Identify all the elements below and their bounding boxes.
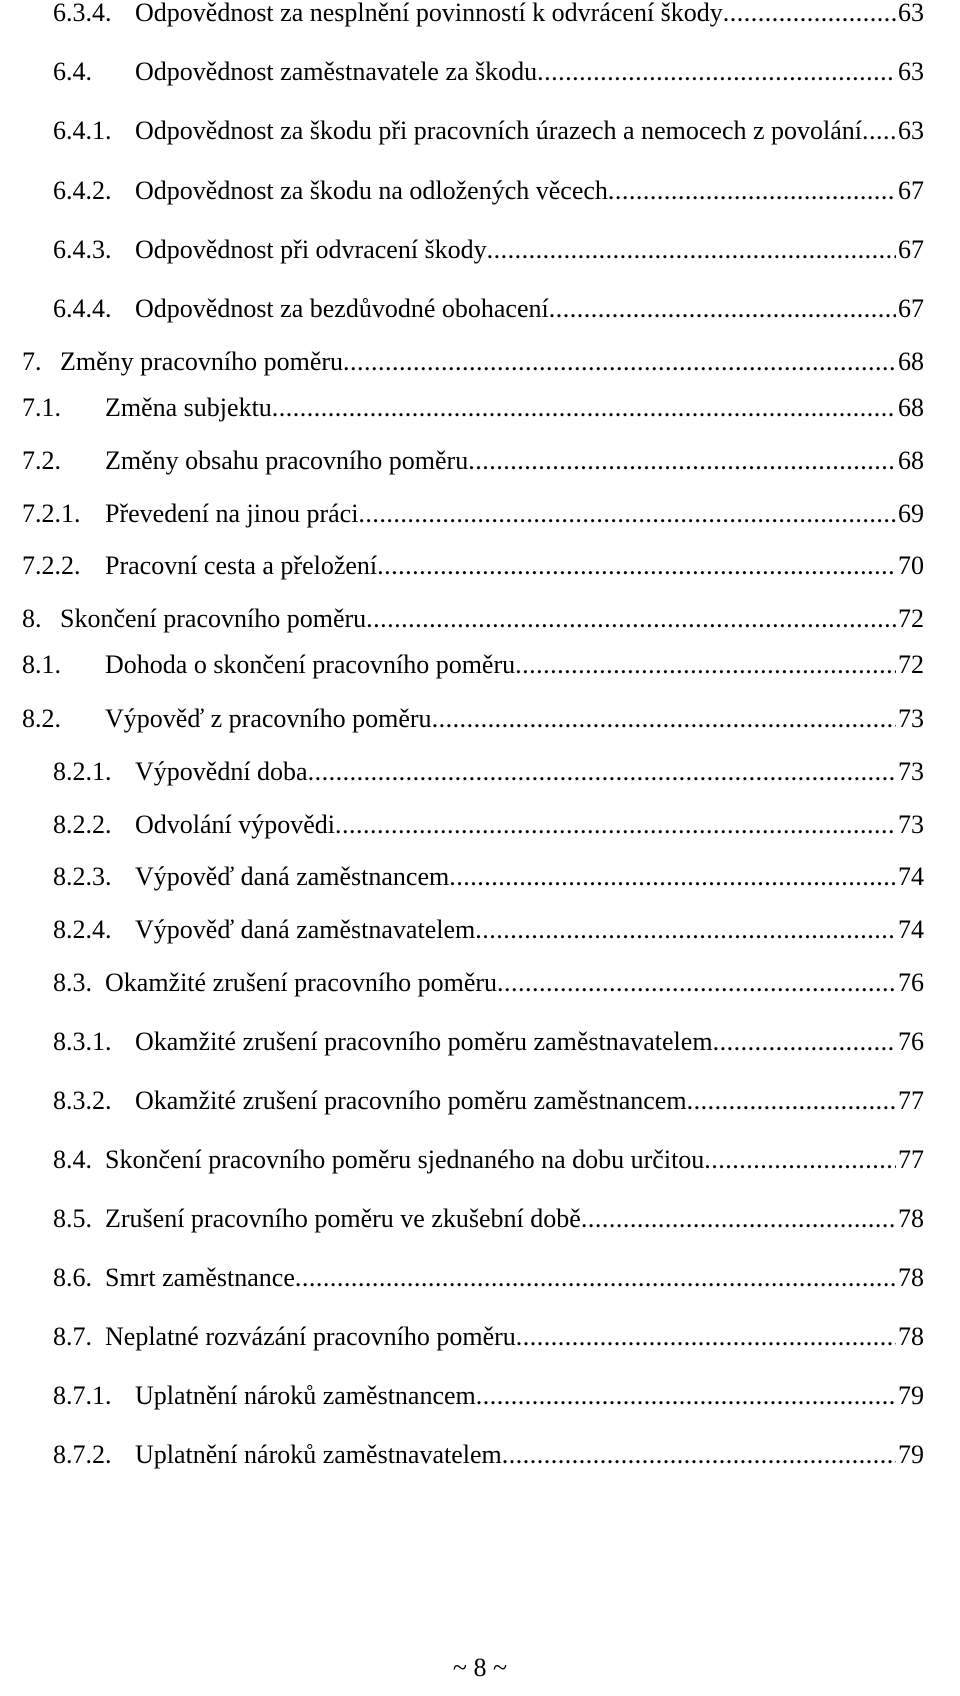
toc-entry[interactable] <box>0 494 960 534</box>
toc-dot-leader <box>516 1317 896 1357</box>
toc-entry-page: 72 <box>898 650 924 679</box>
toc-entry[interactable] <box>0 388 960 428</box>
toc-dot-leader <box>468 441 896 481</box>
toc-entry-number: 8.3.1. <box>53 1027 112 1056</box>
toc-entry-title: Odpovědnost za bezdůvodné obohacení <box>135 294 549 323</box>
toc-entry[interactable] <box>0 1435 960 1475</box>
toc-entry[interactable] <box>0 1199 960 1239</box>
toc-dot-leader <box>335 805 896 845</box>
toc-entry-title: Neplatné rozvázání pracovního poměru <box>105 1322 516 1351</box>
toc-dot-leader <box>549 289 896 329</box>
toc-entry-number: 8.3.2. <box>53 1086 112 1115</box>
toc-entry[interactable] <box>0 910 960 950</box>
toc-dot-leader <box>366 599 896 639</box>
toc-entry-number: 8.4. <box>53 1145 92 1174</box>
toc-dot-leader <box>497 963 896 1003</box>
toc-entry-number: 7.2.2. <box>22 551 81 580</box>
toc-entry-title: Změny obsahu pracovního poměru <box>105 446 469 475</box>
toc-entry[interactable] <box>0 699 960 739</box>
toc-entry-number: 7.2. <box>22 446 61 475</box>
toc-entry-title: Skončení pracovního poměru <box>60 604 367 633</box>
toc-entry-title: Výpověď z pracovního poměru <box>105 704 432 733</box>
toc-dot-leader <box>704 1140 896 1180</box>
toc-entry-number: 7. <box>22 347 42 376</box>
toc-entry-page: 70 <box>898 551 924 580</box>
toc-entry[interactable] <box>0 52 960 92</box>
toc-entry-page: 76 <box>898 968 924 997</box>
toc-entry-number: 8.2.2. <box>53 810 112 839</box>
toc-dot-leader <box>476 1376 896 1416</box>
toc-entry-number: 8.2.4. <box>53 915 112 944</box>
toc-entry-title: Změny pracovního poměru <box>60 347 344 376</box>
toc-entry-number: 7.2.1. <box>22 499 81 528</box>
toc-dot-leader <box>343 342 896 382</box>
toc-entry-page: 78 <box>898 1263 924 1292</box>
toc-entry-page: 73 <box>898 810 924 839</box>
toc-entry-number: 8.3. <box>53 968 92 997</box>
toc-dot-leader <box>608 171 896 211</box>
toc-entry[interactable] <box>0 1376 960 1416</box>
toc-entry[interactable] <box>0 111 960 151</box>
toc-dot-leader <box>272 388 896 428</box>
toc-entry-title: Odpovědnost za škodu na odložených věcech <box>135 176 608 205</box>
toc-entry-page: 74 <box>898 915 924 944</box>
toc-entry-title: Uplatnění nároků zaměstnavatelem <box>135 1440 502 1469</box>
toc-entry[interactable] <box>0 599 960 639</box>
toc-entry-number: 8.1. <box>22 650 61 679</box>
toc-entry[interactable] <box>0 1317 960 1357</box>
toc-entry-page: 67 <box>898 235 924 264</box>
toc-dot-leader <box>723 0 896 33</box>
toc-entry-title: Odvolání výpovědi <box>135 810 336 839</box>
toc-entry-number: 7.1. <box>22 393 61 422</box>
toc-entry[interactable] <box>0 342 960 382</box>
toc-entry[interactable] <box>0 546 960 586</box>
toc-entry-title: Skončení pracovního poměru sjednaného na dobu určitou <box>105 1145 705 1174</box>
toc-entry-number: 8.7. <box>53 1322 92 1351</box>
toc-entry-page: 77 <box>898 1145 924 1174</box>
toc-entry-number: 8.7.1. <box>53 1381 112 1410</box>
toc-entry-page: 76 <box>898 1027 924 1056</box>
toc-entry[interactable] <box>0 1258 960 1298</box>
toc-entry-page: 63 <box>898 116 924 145</box>
toc-entry-title: Okamžité zrušení pracovního poměru zaměstnavatelem <box>135 1027 713 1056</box>
toc-dot-leader <box>308 752 896 792</box>
toc-entry-number: 6.4.1. <box>53 116 112 145</box>
toc-entry-title: Převedení na jinou práci <box>105 499 359 528</box>
toc-dot-leader <box>358 494 896 534</box>
toc-entry-page: 68 <box>898 347 924 376</box>
toc-entry-number: 8.7.2. <box>53 1440 112 1469</box>
toc-entry-page: 78 <box>898 1204 924 1233</box>
toc-dot-leader <box>502 1435 896 1475</box>
page-number: ~ 8 ~ <box>452 1653 508 1682</box>
toc-entry-title: Odpovědnost při odvracení škody <box>135 235 487 264</box>
toc-entry[interactable] <box>0 1140 960 1180</box>
toc-entry[interactable] <box>0 1022 960 1062</box>
toc-entry-number: 6.4. <box>53 57 92 86</box>
toc-dot-leader <box>432 699 896 739</box>
toc-entry[interactable] <box>0 805 960 845</box>
toc-entry[interactable] <box>0 1081 960 1121</box>
toc-entry-title: Dohoda o skončení pracovního poměru <box>105 650 516 679</box>
toc-entry-number: 8.2. <box>22 704 61 733</box>
toc-entry-page: 77 <box>898 1086 924 1115</box>
toc-entry-page: 72 <box>898 604 924 633</box>
toc-entry-page: 63 <box>898 57 924 86</box>
toc-entry[interactable] <box>0 171 960 211</box>
toc-dot-leader <box>449 857 896 897</box>
toc-entry-page: 68 <box>898 393 924 422</box>
toc-entry-number: 8. <box>22 604 42 633</box>
toc-dot-leader <box>377 546 896 586</box>
toc-entry-number: 6.4.3. <box>53 235 112 264</box>
toc-entry-page: 78 <box>898 1322 924 1351</box>
toc-entry-page: 79 <box>898 1440 924 1469</box>
toc-dot-leader <box>295 1258 896 1298</box>
toc-entry-title: Výpověď daná zaměstnancem <box>135 862 450 891</box>
toc-entry[interactable] <box>0 645 960 685</box>
toc-entry[interactable] <box>0 963 960 1003</box>
toc-dot-leader <box>581 1199 896 1239</box>
toc-entry-title: Uplatnění nároků zaměstnancem <box>135 1381 476 1410</box>
toc-entry[interactable] <box>0 0 960 33</box>
toc-entry-title: Zrušení pracovního poměru ve zkušební době <box>105 1204 581 1233</box>
toc-entry-title: Pracovní cesta a přeložení <box>105 551 378 580</box>
toc-entry-page: 67 <box>898 294 924 323</box>
toc-entry-page: 69 <box>898 499 924 528</box>
toc-entry[interactable] <box>0 230 960 270</box>
toc-entry[interactable] <box>0 441 960 481</box>
toc-entry-page: 67 <box>898 176 924 205</box>
toc-entry-title: Okamžité zrušení pracovního poměru zaměstnancem <box>135 1086 687 1115</box>
toc-entry[interactable] <box>0 857 960 897</box>
toc-entry-title: Výpovědní doba <box>135 757 308 786</box>
toc-entry-title: Odpovědnost za škodu při pracovních úrazech a nemocech z povolání <box>135 116 863 145</box>
toc-entry-title: Změna subjektu <box>105 393 272 422</box>
toc-dot-leader <box>687 1081 896 1121</box>
toc-entry-number: 6.3.4. <box>53 0 112 27</box>
toc-entry-page: 74 <box>898 862 924 891</box>
toc-entry-number: 8.2.3. <box>53 862 112 891</box>
toc-entry-number: 8.2.1. <box>53 757 112 786</box>
toc-entry-title: Odpovědnost zaměstnavatele za škodu <box>135 57 538 86</box>
toc-entry-number: 6.4.2. <box>53 176 112 205</box>
toc-dot-leader <box>862 111 896 151</box>
toc-dot-leader <box>487 230 896 270</box>
toc-entry-title: Smrt zaměstnance <box>105 1263 295 1292</box>
toc-entry-page: 73 <box>898 704 924 733</box>
toc-entry[interactable] <box>0 289 960 329</box>
toc-dot-leader <box>475 910 896 950</box>
toc-entry-page: 73 <box>898 757 924 786</box>
toc-entry-number: 8.6. <box>53 1263 92 1292</box>
toc-entry-title: Odpovědnost za nesplnění povinností k odvrácení škody <box>135 0 723 27</box>
toc-dot-leader <box>713 1022 896 1062</box>
toc-entry-number: 6.4.4. <box>53 294 112 323</box>
toc-entry-page: 79 <box>898 1381 924 1410</box>
toc-dot-leader <box>515 645 896 685</box>
toc-entry[interactable] <box>0 752 960 792</box>
toc-entry-page: 68 <box>898 446 924 475</box>
toc-dot-leader <box>537 52 896 92</box>
toc-entry-number: 8.5. <box>53 1204 92 1233</box>
toc-entry-page: 63 <box>898 0 924 27</box>
toc-entry-title: Výpověď daná zaměstnavatelem <box>135 915 476 944</box>
toc-entry-title: Okamžité zrušení pracovního poměru <box>105 968 498 997</box>
